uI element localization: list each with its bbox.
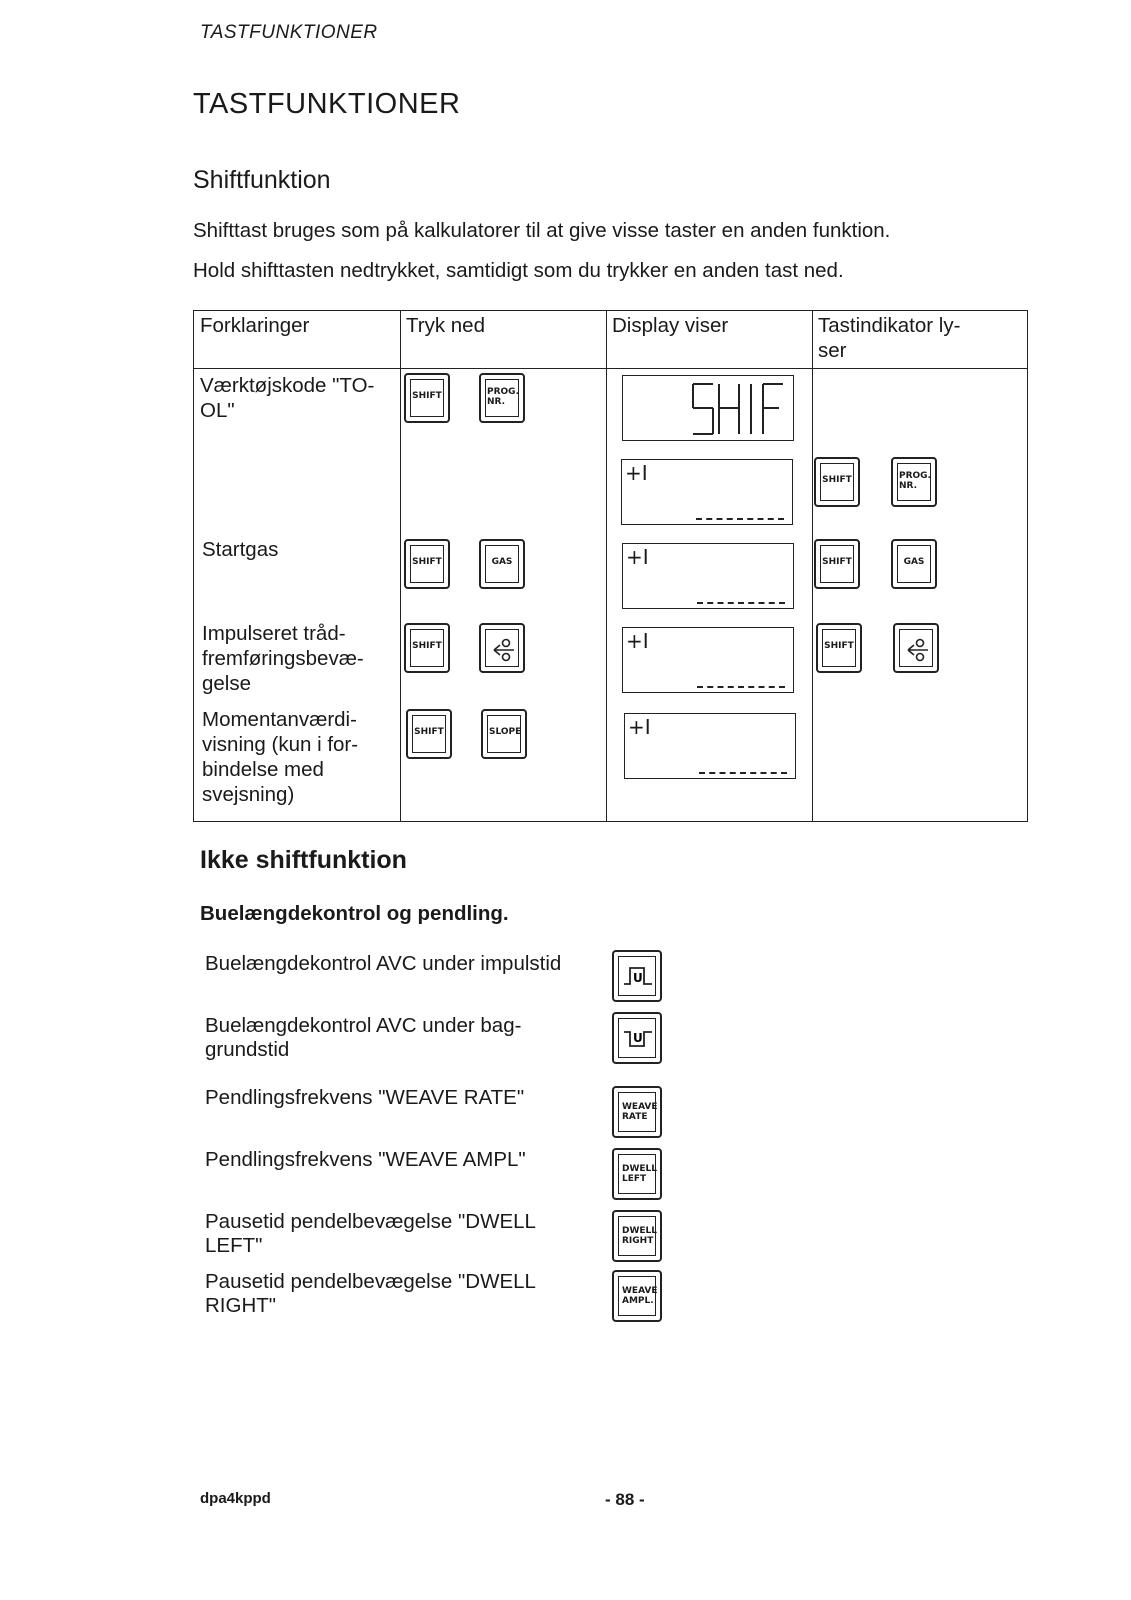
weave-ampl-key-label: WEAVE AMPL. <box>622 1286 658 1306</box>
list-item-avc-pulse: Buelængdekontrol AVC under impulstid <box>205 952 562 975</box>
row-label-wire-line3: gelse <box>202 672 252 695</box>
list-item-weave-ampl: Pendlingsfrekvens "WEAVE AMPL" <box>205 1148 526 1171</box>
row-label-tool-line2: OL" <box>200 399 235 422</box>
col-header-tastindikator-line2: ser <box>818 339 847 362</box>
display-prefix-4: +I <box>628 715 651 739</box>
avc-bg-line2: grundstid <box>205 1038 290 1061</box>
shift-key[interactable] <box>404 373 450 423</box>
indicator-shift-key <box>814 457 860 507</box>
indicator-shift-key-2-label: SHIFT <box>822 557 852 567</box>
display-tool-code <box>622 375 794 441</box>
row-label-momentary <box>202 707 358 807</box>
indicator-prog-nr-key-label: PROG. NR. <box>899 471 931 491</box>
list-item-dwell-left <box>205 1210 536 1258</box>
display-prefix-3: +I <box>626 629 649 653</box>
indicator-shift-key-3-label: SHIFT <box>824 641 854 651</box>
indicator-wire-feed-key <box>893 623 939 673</box>
avc-bg-line1: Buelængdekontrol AVC under bag- <box>205 1014 522 1037</box>
indicator-prog-nr-key <box>891 457 937 507</box>
dwell-right-key-label: DWELL RIGHT <box>622 1226 658 1246</box>
wire-feed-key[interactable] <box>479 623 525 673</box>
svg-text:U: U <box>633 1031 643 1045</box>
seven-segment-shif <box>623 376 795 442</box>
shift-key-label: SHIFT <box>412 391 442 401</box>
dwell-right-key[interactable] <box>612 1210 662 1262</box>
display-plus-i-4 <box>624 713 796 779</box>
footer-page-number: - 88 - <box>605 1490 645 1509</box>
shift-key-2[interactable] <box>404 539 450 589</box>
shift-key-3[interactable] <box>404 623 450 673</box>
row-label-wire-line2: fremføringsbevæ- <box>202 647 364 670</box>
col-header-forklaringer: Forklaringer <box>200 314 310 337</box>
row-label-moment-line2: visning (kun i for- <box>202 733 359 756</box>
display-plus-i-3 <box>622 627 794 693</box>
list-item-weave-rate: Pendlingsfrekvens "WEAVE RATE" <box>205 1086 525 1109</box>
shift-key-2-label: SHIFT <box>412 557 442 567</box>
row-label-wire-line1: Impulseret tråd- <box>202 622 346 645</box>
list-item-dwell-right <box>205 1270 536 1318</box>
row-label-moment-line4: svejsning) <box>202 783 295 806</box>
indicator-shift-key-label: SHIFT <box>822 475 852 485</box>
gas-key-label: GAS <box>491 557 513 567</box>
slope-key-label: SLOPE <box>489 727 522 737</box>
page-title: TASTFUNKTIONER <box>193 88 461 120</box>
paragraph-1: Shifttast bruges som på kalkulatorer til at give visse taster en anden funktion. <box>193 219 891 242</box>
display-prefix-2: +I <box>626 545 649 569</box>
indicator-gas-key-label: GAS <box>903 557 925 567</box>
row-label-moment-line1: Momentanværdi- <box>202 708 357 731</box>
footer-doc-id: dpa4kppd <box>200 1490 271 1507</box>
col-header-tryk-ned: Tryk ned <box>406 314 485 337</box>
dwell-left-key[interactable] <box>612 1148 662 1200</box>
section-heading-no-shift: Ikke shiftfunktion <box>200 846 407 874</box>
col-header-tastindikator-line1: Tastindikator ly- <box>818 314 961 337</box>
shift-key-4[interactable] <box>406 709 452 759</box>
indicator-gas-key <box>891 539 937 589</box>
prog-nr-key-label: PROG. NR. <box>487 387 519 407</box>
weave-ampl-key[interactable] <box>612 1270 662 1322</box>
row-label-moment-line3: bindelse med <box>202 758 324 781</box>
dwell-left-key-label: DWELL LEFT <box>622 1164 658 1184</box>
dwell-left-line2: LEFT" <box>205 1234 263 1257</box>
gas-key[interactable] <box>479 539 525 589</box>
indicator-shift-key-2 <box>814 539 860 589</box>
display-prefix: +I <box>625 461 648 485</box>
indicator-wire-feed-icon <box>906 637 930 663</box>
prog-nr-key[interactable] <box>479 373 525 423</box>
weave-rate-key-label: WEAVE RATE <box>622 1102 658 1122</box>
dwell-right-line2: RIGHT" <box>205 1294 277 1317</box>
avc-pulse-icon <box>622 962 654 990</box>
wire-feed-icon <box>492 637 516 663</box>
shift-key-4-label: SHIFT <box>414 727 444 737</box>
shift-function-table <box>193 310 1028 822</box>
row-label-tool <box>200 373 374 423</box>
avc-background-key[interactable] <box>612 1012 662 1064</box>
row-label-startgas: Startgas <box>202 538 279 561</box>
avc-background-icon <box>622 1024 654 1052</box>
weave-rate-key[interactable] <box>612 1086 662 1138</box>
list-item-avc-background <box>205 1014 521 1062</box>
row-label-wire-feed <box>202 621 364 696</box>
svg-text:U: U <box>633 971 643 985</box>
subheading-arc-length: Buelængdekontrol og pendling. <box>200 902 509 925</box>
paragraph-2: Hold shifttasten nedtrykket, samtidigt som du trykker en anden tast ned. <box>193 259 844 282</box>
shift-key-3-label: SHIFT <box>412 641 442 651</box>
display-plus-i-2 <box>622 543 794 609</box>
dwell-left-line1: Pausetid pendelbevægelse "DWELL <box>205 1210 536 1233</box>
section-heading-shift: Shiftfunktion <box>193 166 331 194</box>
avc-pulse-key[interactable] <box>612 950 662 1002</box>
dwell-right-line1: Pausetid pendelbevægelse "DWELL <box>205 1270 536 1293</box>
running-header: TASTFUNKTIONER <box>200 22 378 43</box>
col-header-display-viser: Display viser <box>612 314 729 337</box>
slope-key[interactable] <box>481 709 527 759</box>
indicator-shift-key-3 <box>816 623 862 673</box>
col-header-tastindikator <box>818 313 960 363</box>
row-label-tool-line1: Værktøjskode "TO- <box>200 374 375 397</box>
display-plus-i-1 <box>621 459 793 525</box>
